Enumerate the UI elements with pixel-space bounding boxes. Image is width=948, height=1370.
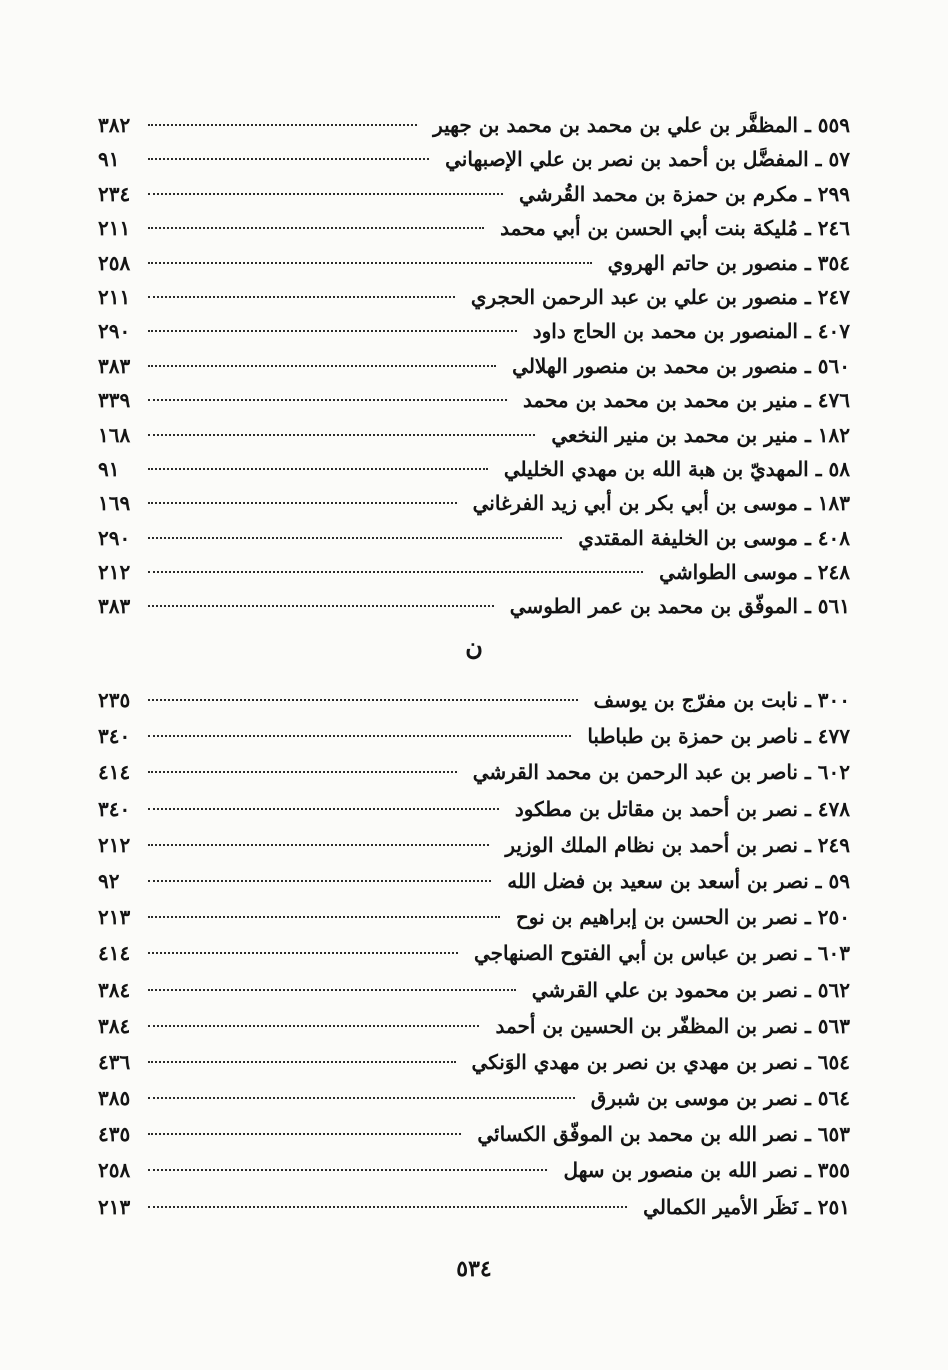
index-entry-row — [98, 108, 850, 142]
dot-leader — [148, 571, 643, 573]
index-entry-row — [98, 211, 850, 245]
entry-page-ref: ٩١ — [98, 147, 120, 172]
entry-name: ٥٨ ـ المهديّ بن هبة الله بن مهدي الخليلي — [503, 456, 850, 481]
dot-leader — [148, 699, 578, 701]
entry-name: ٤٠٧ ـ المنصور بن محمد بن الحاج داود — [532, 319, 850, 344]
index-entry-row — [98, 314, 850, 348]
entry-page-ref: ٣٨٣ — [98, 594, 131, 619]
index-entry-row — [98, 1190, 850, 1226]
index-entry-row — [98, 828, 850, 864]
entry-name: ٦٥٤ ـ نصر بن مهدي بن نصر بن مهدي الوَنكي — [471, 1049, 850, 1074]
entry-page-ref: ٢١١ — [98, 216, 131, 241]
entry-name: ١٨٢ ـ منير بن محمد بن منير النخعي — [551, 422, 850, 447]
entry-name: ٥٥٩ ـ المظفَّر بن علي بن محمد بن محمد بن جهير — [433, 113, 850, 137]
index-entry-row — [98, 973, 850, 1009]
entry-page-ref: ٤٣٦ — [98, 1049, 131, 1074]
entry-page-ref: ١٦٨ — [98, 422, 131, 447]
entry-page-ref: ٣٨٤ — [98, 1013, 131, 1038]
dot-leader — [148, 735, 571, 737]
dot-leader — [148, 399, 507, 401]
entry-name: ٥٩ ـ نصر بن أسعد بن سعيد بن فضل الله — [507, 868, 850, 893]
index-entry-row — [98, 418, 850, 452]
index-entry-row — [98, 719, 850, 755]
entry-page-ref: ٢١٢ — [98, 560, 131, 585]
dot-leader — [148, 124, 417, 126]
entry-name: ٣٠٠ ـ نابت بن مفرّج بن يوسف — [593, 688, 850, 712]
entry-name: ١٨٣ ـ موسى بن أبي بكر بن أبي زيد الفرغاني — [472, 491, 850, 516]
entry-page-ref: ٢٩٠ — [98, 319, 131, 344]
entry-page-ref: ٤١٤ — [98, 760, 131, 785]
dot-leader — [148, 844, 489, 846]
index-section-noon — [98, 683, 850, 1226]
dot-leader — [148, 880, 491, 882]
entry-name: ٣٥٥ ـ نصر الله بن منصور بن سهل — [563, 1158, 850, 1183]
dot-leader — [148, 296, 455, 298]
entry-page-ref: ٤١٤ — [98, 941, 131, 966]
entry-page-ref: ٩٢ — [98, 868, 120, 893]
dot-leader — [148, 1169, 547, 1171]
dot-leader — [148, 771, 457, 773]
index-entry-row — [98, 683, 850, 719]
dot-leader — [148, 1097, 575, 1099]
entry-name: ٢٩٩ ـ مكرم بن حمزة بن محمد القُرشي — [519, 181, 850, 206]
index-entry-row — [98, 246, 850, 280]
index-entry-row — [98, 755, 850, 791]
index-entry-row — [98, 383, 850, 417]
entry-page-ref: ١٦٩ — [98, 491, 131, 516]
index-entry-row — [98, 555, 850, 589]
dot-leader — [148, 537, 562, 539]
index-entry-row — [98, 452, 850, 486]
index-entry-row — [98, 521, 850, 555]
entry-page-ref: ٢١٢ — [98, 832, 131, 857]
index-entry-row — [98, 1045, 850, 1081]
dot-leader — [148, 605, 494, 607]
entry-name: ٦٥٣ ـ نصر الله بن محمد بن الموفّق الكسائي — [477, 1122, 850, 1147]
entry-page-ref: ٣٨٣ — [98, 353, 131, 378]
dot-leader — [148, 468, 488, 470]
dot-leader — [148, 1061, 456, 1063]
entry-name: ٥٧ ـ المفضَّل بن أحمد بن نصر بن علي الإصبهاني — [445, 147, 850, 172]
entry-name: ٤٧٨ ـ نصر بن أحمد بن مقاتل بن مطكود — [514, 796, 850, 821]
index-entry-row — [98, 936, 850, 972]
entry-name: ٢٥٠ ـ نصر بن الحسن بن إبراهيم بن نوح — [515, 905, 850, 930]
dot-leader — [148, 916, 500, 918]
entry-page-ref: ٢١٣ — [98, 905, 131, 930]
index-entry-row — [98, 177, 850, 211]
entry-name: ٦٠٢ ـ ناصر بن عبد الرحمن بن محمد القرشي — [472, 760, 850, 785]
entry-page-ref: ٣٨٥ — [98, 1086, 131, 1111]
page-number: ٥٣٤ — [456, 1256, 492, 1282]
index-section-meem — [98, 108, 850, 624]
entry-page-ref: ٣٣٩ — [98, 388, 131, 413]
dot-leader — [148, 1133, 461, 1135]
dot-leader — [148, 365, 496, 367]
entry-name: ٢٥١ ـ نَظَر الأمير الكمالي — [643, 1194, 850, 1219]
entry-name: ٤٧٧ ـ ناصر بن حمزة بن طباطبا — [587, 724, 850, 749]
index-entry-row — [98, 1081, 850, 1117]
index-entry-row — [98, 864, 850, 900]
dot-leader — [148, 1025, 479, 1027]
dot-leader — [148, 193, 503, 195]
entry-page-ref: ٢٣٤ — [98, 181, 131, 206]
entry-name: ٢٤٨ ـ موسى الطواشي — [659, 560, 850, 585]
dot-leader — [148, 502, 457, 504]
entry-name: ٥٦٠ ـ منصور بن محمد بن منصور الهلالي — [512, 353, 850, 378]
dot-leader — [148, 330, 517, 332]
index-entry-row — [98, 1009, 850, 1045]
entry-name: ٤٠٨ ـ موسى بن الخليفة المقتدي — [578, 525, 850, 550]
letter-heading: ن — [465, 632, 483, 661]
dot-leader — [148, 808, 499, 810]
entry-name: ٥٦٣ ـ نصر بن المظفّر بن الحسين بن أحمد — [495, 1013, 850, 1038]
entry-page-ref: ٢٥٨ — [98, 250, 131, 275]
entry-name: ٢٤٦ ـ مُليكة بنت أبي الحسن بن أبي محمد — [500, 216, 850, 241]
entry-name: ٥٦٢ ـ نصر بن محمود بن علي القرشي — [531, 977, 850, 1002]
entry-name: ٦٠٣ ـ نصر بن عباس بن أبي الفتوح الصنهاجي — [473, 941, 850, 966]
entry-name: ٥٦١ ـ الموفّق بن محمد بن عمر الطوسي — [509, 594, 850, 619]
index-entry-row — [98, 486, 850, 520]
entry-page-ref: ٤٣٥ — [98, 1122, 131, 1147]
entry-name: ٢٤٧ ـ منصور بن علي بن عبد الرحمن الحجري — [470, 284, 850, 309]
index-entry-row — [98, 589, 850, 623]
index-entry-row — [98, 349, 850, 383]
dot-leader — [148, 158, 429, 160]
entry-page-ref: ٢١١ — [98, 284, 131, 309]
entry-name: ٢٤٩ ـ نصر بن أحمد بن نظام الملك الوزير — [505, 832, 850, 857]
dot-leader — [148, 227, 484, 229]
dot-leader — [148, 434, 535, 436]
entry-page-ref: ٣٨٢ — [98, 113, 131, 137]
index-entry-row — [98, 142, 850, 176]
index-entry-row — [98, 280, 850, 314]
dot-leader — [148, 952, 458, 954]
entry-page-ref: ٣٨٤ — [98, 977, 131, 1002]
entry-page-ref: ٢٩٠ — [98, 525, 131, 550]
entry-name: ٤٧٦ ـ منير بن محمد بن محمد بن محمد — [522, 388, 850, 413]
index-entry-row — [98, 900, 850, 936]
dot-leader — [148, 262, 592, 264]
index-entry-row — [98, 1153, 850, 1189]
dot-leader — [148, 989, 516, 991]
entry-page-ref: ٣٤٠ — [98, 724, 131, 749]
index-entry-row — [98, 792, 850, 828]
entry-page-ref: ٢٣٥ — [98, 688, 131, 712]
entry-name: ٣٥٤ ـ منصور بن حاتم الهروي — [607, 250, 850, 275]
entry-page-ref: ٩١ — [98, 456, 120, 481]
dot-leader — [148, 1206, 627, 1208]
entry-page-ref: ٣٤٠ — [98, 796, 131, 821]
index-entry-row — [98, 1117, 850, 1153]
entry-page-ref: ٢٥٨ — [98, 1158, 131, 1183]
entry-page-ref: ٢١٣ — [98, 1194, 131, 1219]
entry-name: ٥٦٤ ـ نصر بن موسى بن شبرق — [590, 1086, 850, 1111]
